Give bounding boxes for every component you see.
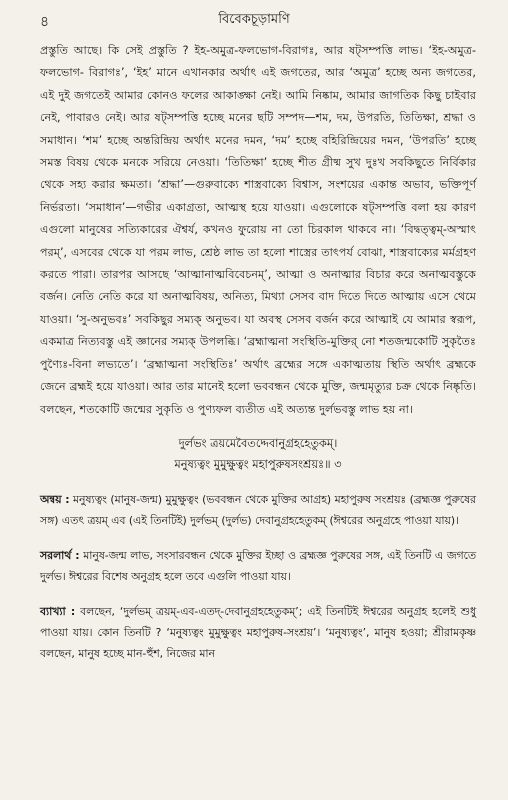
vyakhya-label: ব্যাখ্যা : [40, 604, 76, 618]
page-header [0, 10, 508, 32]
spacer [40, 531, 476, 545]
anvaya-text: মনুষ্যত্বং (মানুষ-জন্ম) মুমুক্ষুত্বং (ভববন্ধন থেকে মুক্তির আগ্রহ) মহাপুরুষ সংশ্রয়ঃ (ব্রহ্মজ্ঞ পুরুষের সঙ্গ) এতৎ ত্রয়ম্ এব (এই তিনটিই) দুর্লভম্ (দুর্লভ) দেবানুগ্রহহেতুকম্ (ঈশ্বরের অনুগ্রহে পাওয়া যায়)। [40, 492, 476, 527]
verse-line-2: মনুষ্যত্বং মুমুক্ষুত্বং মহাপুরুষসংশ্রয়ঃ॥ ৩ [174, 456, 342, 471]
saralartha-section [40, 545, 476, 587]
main-paragraph: প্রস্তুতি আছে। কি সেই প্রস্তুতি ? ইহ-অমুত্র-ফলভোগ-বিরাগঃ, আর ষট্সম্পত্তি লাভ। ‘ইহ-অমুত্র-ফলভোগ- বিরাগঃ’, ‘ইহ’ মানে এখানকার অর্থাৎ এই জগতের, আর ‘অমুত্র’ হচ্ছে অন্য জগতের, এই দুই জগতেই আমার কোনও ফলের আকাঙ্ক্ষা নেই। আমি নিষ্কাম, আমার জাগতিক কিছু চাইবার নেই, পাবারও নেই। আর ষট্সম্পত্তি হচ্ছে মনের ছটি সম্পদ—শম, দম, উপরতি, তিতিক্ষা, শ্রদ্ধা ও সমাধান। ‘শম’ হচ্ছে অন্তরিন্দ্রিয় অর্থাৎ মনের দমন, ‘দম’ হচ্ছে বহিরিন্দ্রিয়ের দমন, ‘উপরতি’ হচ্ছে সমস্ত বিষয় থেকে মনকে সরিয়ে নেওয়া। ‘তিতিক্ষা’ হচ্ছে শীত গ্রীষ্ম সুখ দুঃখ সবকিছুতে নির্বিকার থেকে সহ্য করার ক্ষমতা। ‘শ্রদ্ধা’—গুরুবাক্যে শাস্ত্রবাক্যে বিশ্বাস, সংশয়ের একান্ত অভাব, ভক্তিপূর্ণ নির্ভরতা। ‘সমাধান’—গভীর একাগ্রতা, আত্মস্থ হয়ে যাওয়া। এগুলোকে ষট্সম্পত্তি বলা হয় কারণ এগুলো মানুষের সত্যিকারের ঐশ্বর্য, কখনও ফুরোয় না তো চিরকাল থাকবে না। ‘বিদ্বত্ত্বম্-অস্মাৎ পরম্’, এসবের থেকে যা পরম লাভ, শ্রেষ্ঠ লাভ তা হলো শাস্ত্রের তাৎপর্য বোঝা, শাস্ত্রবাক্যের মর্মগ্রহণ করতে পারা। তারপর আসছে ‘আত্মানাত্মবিবেচনম্’, আত্মা ও অনাত্মার বিচার করে অনাত্মবস্তুকে বর্জন। নেতি নেতি করে যা অনাত্মবিষয়, অনিত্য, মিথ্যা সেসব বাদ দিতে দিতে আত্মায় এসে থেমে যাওয়া। ‘সু-অনুভবঃ’ সবকিছুর সম্যক্ অনুভব। যা অবস্থ সেসব বর্জন করে আত্মাই যে আমার স্বরূপ, একমাত্র নিত্যবস্তু এই জ্ঞানের সম্যক্ উপলব্ধি। ‘ব্রহ্মাত্মনা সংস্থিতি-মুক্তির্ নো শতজন্মকোটি সুকৃতৈঃ পুণ্যৈঃ-বিনা লভ্যতে’। ‘ব্রহ্মাত্মনা সংস্থিতিঃ’ অর্থাৎ ব্রহ্মের সঙ্গে একাত্মতায় স্থিতি অর্থাৎ ব্রহ্মকে জেনে ব্রহ্মই হয়ে যাওয়া। আর তার মানেই হলো ভববন্ধন থেকে মুক্তি, জন্মমৃত্যুর চক্র থেকে নিষ্কৃতি। বলছেন, শতকোটি জন্মের সুকৃতি ও পুণ্যফল ব্যতীত এই অত্যন্ত দুর্লভবস্তু লাভ হয় না। [40, 44, 476, 416]
anvaya-label: অন্বয় : [40, 492, 70, 506]
vyakhya-text: বলছেন, ‘দুর্লভম্ ত্রয়ম্-এব-এতদ্-দেবানুগ্রহহেতুকম্’; এই তিনটিই ঈশ্বরের অনুগ্রহ হলেই শুধু পাওয়া যায়। কোন তিনটি ? ‘মনুষ্যত্বং মুমুক্ষুত্বং মহাপুরুষ-সংশ্রয়’। ‘মনুষ্যত্বং’, মানুষ হওয়া; শ্রীরামকৃষ্ণ বলছেন, মানুষ হচ্ছে মান-হুঁশ, নিজের মান [40, 604, 476, 660]
verse-line-1: দুর্লভং ত্রয়মেবৈতদ্দেবানুগ্রহহেতুকম্। [178, 435, 338, 450]
vyakhya-section [40, 601, 476, 664]
anvaya-section [40, 489, 476, 531]
page-number: ৪ [40, 14, 50, 30]
spacer [40, 587, 476, 601]
shloka-verse [40, 433, 476, 475]
saralartha-text: মানুষ-জন্ম লাভ, সংসারবন্ধন থেকে মুক্তির ইচ্ছা ও ব্রহ্মজ্ঞ পুরুষের সঙ্গ, এই তিনটি এ জগতে দুর্লভ। ঈশ্বরের বিশেষ অনুগ্রহ হলে তবে এগুলি পাওয়া যায়। [40, 548, 476, 583]
saralartha-label: সরলার্থ : [40, 548, 80, 562]
running-title: বিবেকচূড়ামণি [218, 12, 290, 27]
page-body [40, 40, 476, 664]
